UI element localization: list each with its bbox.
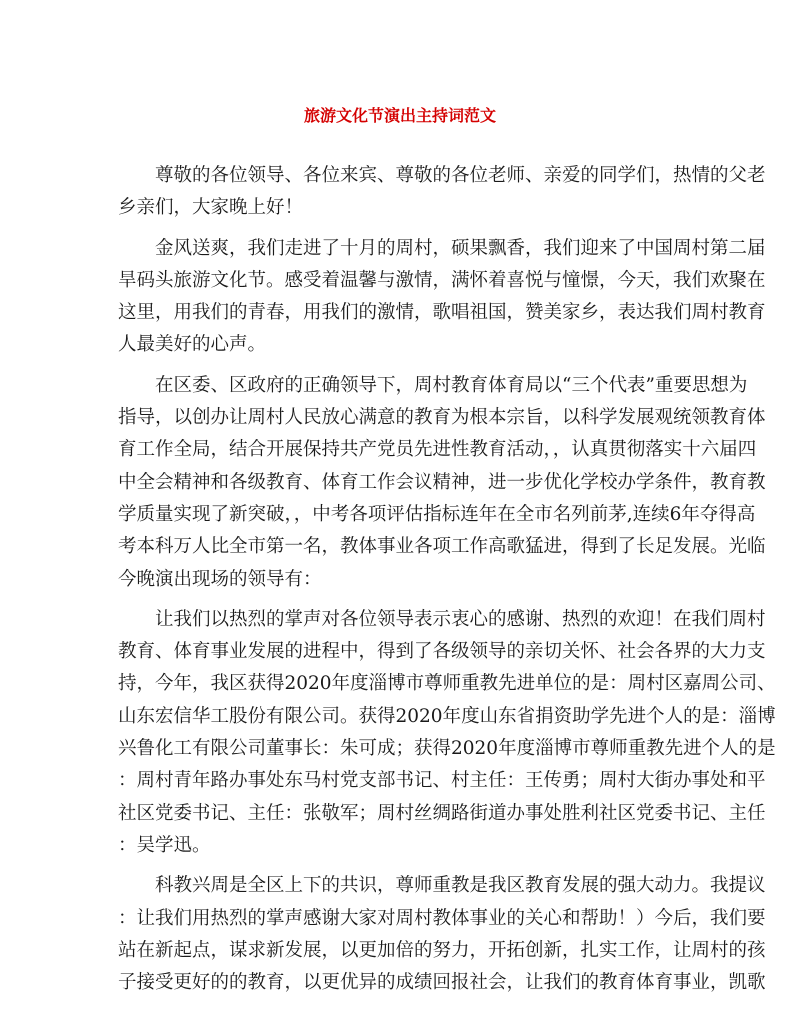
paragraph-line: ：让我们用热烈的掌声感谢大家对周村教体事业的关心和帮助！）今后，我们要 [118, 907, 766, 929]
paragraph-line: 今晚演出现场的领导有： [118, 568, 322, 590]
paragraph [118, 870, 766, 999]
paragraph-line: 指导，以创办让周村人民放心满意的教育为根本宗旨，以科学发展观统领教育体 [118, 407, 766, 429]
document-body [118, 160, 776, 1007]
paragraph-line: 站在新起点，谋求新发展，以更加倍的努力，开拓创新，扎实工作，让周村的孩 [118, 939, 766, 961]
paragraph-line: 社区党委书记、主任：张敬军；周村丝绸路街道办事处胜利社区党委书记、主任 [118, 802, 766, 824]
paragraph [118, 160, 766, 225]
paragraph-line: 科教兴周是全区上下的共识，尊师重教是我区教育发展的强大动力。我提议 [155, 875, 766, 897]
paragraph-line: 兴鲁化工有限公司董事长：朱可成；获得2020年度淄博市尊师重教先进个人的是 [118, 738, 776, 760]
paragraph-line: ：吴学迅。 [118, 834, 211, 856]
page-title: 旅游文化节演出主持词范文 [303, 106, 496, 125]
paragraph [118, 370, 766, 596]
paragraph-line: 在区委、区政府的正确领导下，周村教育体育局以“三个代表”重要思想为 [155, 374, 748, 396]
paragraph-line: 考本科万人比全市第一名，教体事业各项工作高歌猛进，得到了长足发展。光临 [118, 536, 766, 558]
paragraph-line: 乡亲们，大家晚上好！ [118, 197, 304, 219]
paragraph-line: 山东宏信华工股份有限公司。获得2020年度山东省捐资助学先进个人的是：淄博 [118, 705, 776, 727]
paragraph-line: ：周村青年路办事处东马村党支部书记、村主任：王传勇；周村大街办事处和平 [118, 770, 766, 792]
paragraph-line: 中全会精神和各级教育、体育工作会议精神，进一步优化学校办学条件，教育教 [118, 471, 766, 493]
paragraph-line: 金风送爽，我们走进了十月的周村，硕果飘香，我们迎来了中国周村第二届 [155, 237, 766, 259]
paragraph-line: 这里，用我们的青春，用我们的激情，歌唱祖国，赞美家乡，表达我们周村教育 [118, 302, 766, 324]
paragraph-line: 子接受更好的的教育，以更优异的成绩回报社会，让我们的教育体育事业，凯歌 [118, 972, 766, 994]
paragraph-line: 尊敬的各位领导、各位来宾、尊敬的各位老师、亲爱的同学们，热情的父老 [155, 165, 766, 186]
paragraph [118, 604, 776, 862]
paragraph-line: 让我们以热烈的掌声对各位领导表示衷心的感谢、热烈的欢迎！在我们周村 [155, 608, 766, 630]
paragraph-line: 学质量实现了新突破，，中考各项评估指标连年在全市名列前茅,连续6年夺得高 [118, 503, 756, 525]
paragraph-line: 人最美好的心声。 [118, 334, 267, 356]
paragraph-line: 育工作全局，结合开展保持共产党员先进性教育活动，，认真贯彻落实十六届四 [118, 439, 757, 461]
paragraph [118, 233, 766, 362]
paragraph-line: 教育、体育事业发展的进程中，得到了各级领导的亲切关怀、社会各界的大力支 [118, 641, 766, 663]
paragraph-line: 持，今年，我区获得2020年度淄博市尊师重教先进单位的是：周村区嘉周公司、 [118, 673, 776, 695]
paragraph-line: 旱码头旅游文化节。感受着温馨与激情，满怀着喜悦与憧憬，今天，我们欢聚在 [118, 269, 766, 291]
